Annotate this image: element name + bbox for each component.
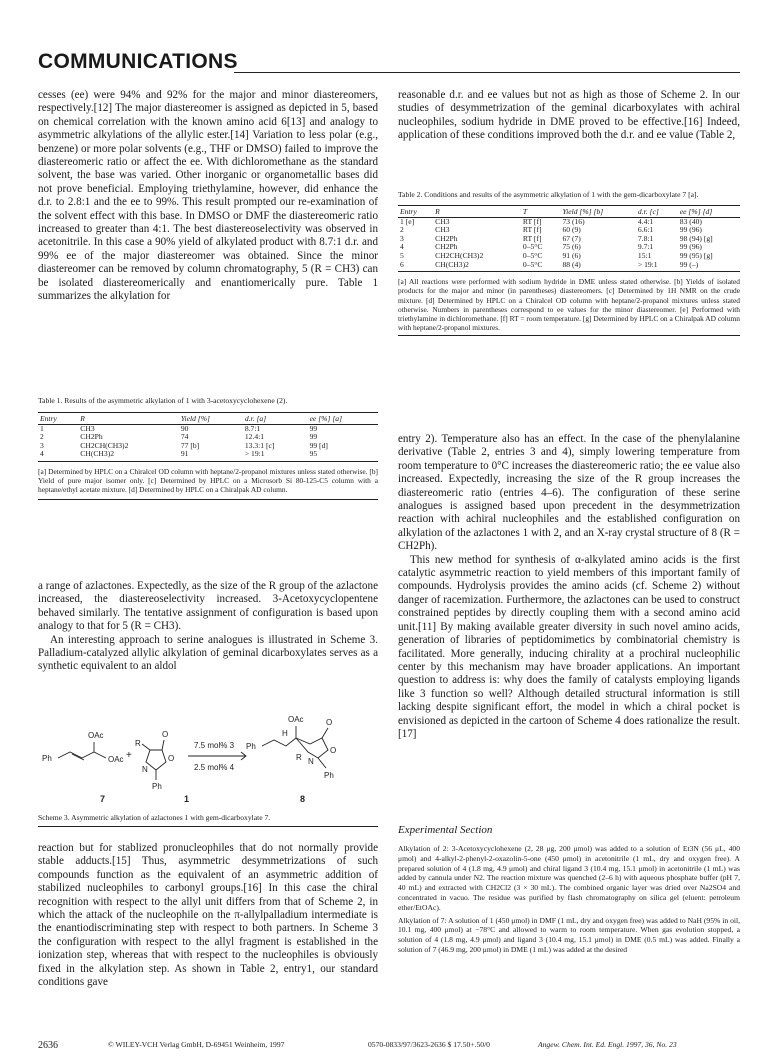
- page-header: [38, 50, 740, 78]
- col-header: Entry: [38, 412, 78, 424]
- col-header: R: [433, 205, 521, 217]
- table-row: [38, 450, 378, 461]
- cell: > 19:1: [243, 450, 308, 461]
- cell: 5: [400, 250, 404, 260]
- o-label: O: [330, 746, 337, 755]
- scheme-3-caption: Scheme 3. Asymmetric alkylation of azlactones 1 with gem-dicarboxylate 7.: [38, 813, 271, 822]
- o-label: O: [326, 718, 333, 727]
- col-header: Entry: [398, 205, 433, 217]
- cell: 91 (6): [562, 250, 581, 260]
- section-heading: Experimental Section: [398, 824, 493, 836]
- cell: CH3: [435, 225, 450, 235]
- table-2-caption: Table 2. Conditions and results of the asymmetric alkylation of 1 with the gem-dicarboxylate 7 [a].: [398, 190, 699, 199]
- table-1-notes: [a] Determined by HPLC on a Chiralcel OD column with heptane/2-propanol mixtures unless stated otherwise. [b] Yield of pure major isomer only. [c] Determined by HPLC on a Microsorb Si 80-125-C5 column with a heptane/ethyl acetate mixture. [d] Determined by HPLC on a Chiralpak AD column.: [38, 466, 378, 495]
- body-text: reaction but for stablized pronucleophiles that do not normally provide stable adducts.[15] Thus, asymmetric desymmetrizations of such compounds function as the equivalent of an asymmetric addition of stabilized nucleophiles to carbonyl groups.[16] In this case the chiral recognition with respect to the allyl unit differs from that of Scheme 2, in which the attack of the nucleophile on the π-allylpalladium intermediate is the enantiodiscriminating step with respect to both partners. In Scheme 3 the configuration with respect to the allyl fragment is established in the ionization step, whereas that with respect to the nucleophiles is obviously fixed in the alkylation step. As shown in Table 2, entry1, our standard conditions gave: [38, 842, 378, 989]
- table-1: [38, 396, 378, 500]
- cell: 2: [400, 225, 404, 235]
- cell: 67 (7): [562, 233, 581, 243]
- cell: 95: [308, 450, 378, 461]
- section-title: COMMUNICATIONS: [38, 50, 238, 73]
- cell: CH3: [435, 216, 450, 226]
- r-label: R: [135, 739, 141, 748]
- cell: > 19:1: [636, 261, 678, 272]
- table-header-row: [38, 412, 378, 424]
- n-label: N: [308, 757, 314, 766]
- cell: 1: [40, 423, 44, 433]
- journal-ref: Angew. Chem. Int. Ed. Engl. 1997, 36, No. 23: [538, 1040, 677, 1049]
- table-2-grid: [398, 205, 740, 273]
- cell: RT [f]: [522, 233, 542, 243]
- cell: 91: [179, 450, 243, 461]
- cell: CH3: [80, 423, 95, 433]
- r-label: R: [296, 753, 302, 762]
- scheme-3-drawing: [38, 706, 378, 806]
- cell: CH2Ph: [435, 233, 458, 243]
- compound-7-label: 7: [100, 794, 106, 804]
- left-paragraph-2: [38, 580, 378, 674]
- cell: 83 (40): [679, 216, 702, 226]
- table-row: [398, 261, 740, 272]
- cell: 98 (94) [g]: [679, 233, 713, 243]
- col-header: d.r. [c]: [636, 205, 678, 217]
- body-text: An interesting approach to serine analogues is illustrated in Scheme 3. Palladium-catalyzed allylic alkylation of geminal dicarboxylates serves as a synthetic equivalent to an aldol: [38, 633, 378, 673]
- left-paragraph-3: [38, 842, 378, 989]
- cell: 99: [309, 423, 318, 433]
- left-paragraph-1: [38, 89, 378, 304]
- cell: 15:1: [637, 250, 652, 260]
- header-rule: [234, 72, 740, 73]
- oac-label: OAc: [88, 731, 104, 740]
- cell: 99 (–): [678, 261, 740, 272]
- cell: 9.7:1: [637, 242, 654, 252]
- table-2: [398, 190, 740, 336]
- n-label: N: [142, 765, 148, 774]
- table-2-notes: [a] All reactions were performed with sodium hydride in DME unless stated otherwise. [b] Yields of isolated products for the major and minor (in parentheses) diastereomers. [c] Determined by 1H NMR on the crude mixture. [d] Determined by HPLC on a Chiralcel OD column with heptane/2-propanol mixtures unless stated otherwise. Numbers in parentheses correspond to ee values for the minor diastereomer. [e] Performed with triethylamine in dichloromethane. [f] RT = room temperature. [g] Determined by HPLC on a Chiralpak AD column with heptane/2-propanol mixtures.: [398, 277, 740, 333]
- cell: 6: [398, 261, 433, 272]
- experimental-text: Alkylation of 2: 3-Acetoxycyclohexene (2, 28 μg, 200 μmol) was added to a solution of Et3N (56 μL, 400 μmol) and 4-alkyl-2-phenyl-2-oxazolin-5-one (450 μmol) in acetonitrile (1 mL, dry and oxygen free). A prepared solution of 4 (1.8 mg, 4.9 μmol) and chiral ligand 3 (10.4 mg, 15.1 μmol) in acetonitrile (1 mL) was added by cannula under N2. The reaction mixture was quenched (2–6 h) with aqueous phosphate buffer (pH 7, 40 mL) and extracted with CH2Cl2 (3 × 30 mL). The combined organic layer was dried over Na2SO4 and concentrated in vacuo. The residue was purified by flash chromatography on silica gel (eluent: petroleum ether/EtOAc).: [398, 844, 740, 912]
- cell: 99 [d]: [309, 440, 328, 450]
- cell: 75 (6): [562, 242, 581, 252]
- article-code: 0570-0833/97/3623-2636 $ 17.50+.50/0: [368, 1040, 490, 1049]
- cell: 99 (96): [679, 225, 702, 235]
- cell: 13.3:1 [c]: [244, 440, 275, 450]
- cell: CH(CH3)2: [78, 450, 179, 461]
- ph-label: Ph: [152, 782, 162, 791]
- col-header: Yield [%] [b]: [560, 205, 635, 217]
- reagent-1: 7.5 mol% 3: [194, 741, 235, 750]
- col-header: d.r. [a]: [243, 412, 308, 424]
- cell: 77 [b]: [180, 440, 200, 450]
- page-number: 2636: [38, 1040, 58, 1051]
- cell: 0–5°C: [522, 242, 543, 252]
- cell: 12.4:1: [244, 432, 265, 442]
- cell: 73 (16): [562, 216, 585, 226]
- col-header: ee [%] [d]: [678, 205, 740, 217]
- cell: 99 (95) [g]: [679, 250, 713, 260]
- cell: 4: [38, 450, 78, 461]
- cell: 99: [309, 432, 318, 442]
- body-text: entry 2). Temperature also has an effect. In the case of the phenylalanine derivative (Table 2, entries 3 and 4), simply lowering temperature from room temperature to 0°C increases the diastereomeric ratio; the ee value also increased. Expectedly, increasing the size of the R group increases the diastereomeric ratio (entries 4–6). The configuration of these serine analogues is assigned based upon precedent in the desymmetrization reaction with achiral nucleophiles and the established configuration on alkylation of the azlactones 1 with 2, and an X-ray crystal structure of 8 (R = CH2Ph).: [398, 433, 740, 553]
- scheme-rule: [38, 826, 378, 827]
- col-header: Yield [%]: [179, 412, 243, 424]
- cell: 88 (4): [560, 261, 635, 272]
- body-text: a range of azlactones. Expectedly, as the size of the R group of the azlactone increased, the diastereoselectivity increased. 3-Acetoxycyclopentene behaved similarly. The tentative assignment of configuration is based upon analogy to that for 5 (R = CH3).: [38, 580, 378, 633]
- cell: 7.8:1: [637, 233, 654, 243]
- compound-8-label: 8: [300, 794, 306, 804]
- experimental-text: Alkylation of 7: A solution of 1 (450 μmol) in DMF (1 mL, dry and oxygen free) was added to NaH (95% in oil, 10.1 mg, 400 μmol) at −78°C and allowed to warm to room temperature. When gas evolution stopped, a solution of 4 (1.8 mg, 4.9 μmol) and ligand 3 (10.4 mg, 15.1 μmol) in DME (0.5 mL) was added. Finally a solution of 7 (46.9 mg, 200 μmol) in DME (1 mL) was added at the desired: [398, 915, 740, 954]
- right-paragraph-2: [398, 433, 740, 741]
- col-header: ee [%] [a]: [308, 412, 378, 424]
- plus-sign: +: [126, 750, 132, 761]
- cell: 99 (96): [679, 242, 702, 252]
- cell: 2: [40, 432, 44, 442]
- cell: 0–5°C: [522, 250, 543, 260]
- oac-label: OAc: [288, 715, 304, 724]
- table-1-grid: [38, 412, 378, 462]
- cell: CH(CH3)2: [433, 261, 521, 272]
- cell: 4: [400, 242, 404, 252]
- cell: 60 (9): [562, 225, 581, 235]
- right-paragraph-1: [398, 89, 740, 143]
- h-label: H: [282, 729, 288, 738]
- ph-label: Ph: [246, 742, 256, 751]
- ph-label: Ph: [324, 771, 334, 780]
- compound-1-label: 1: [184, 794, 190, 804]
- ph-label: Ph: [42, 754, 52, 763]
- cell: 6.6:1: [637, 225, 654, 235]
- scheme-3: [38, 706, 378, 826]
- col-header: T: [521, 205, 561, 217]
- cell: 1 [e]: [400, 216, 415, 226]
- table-2-bottom-rule: [398, 335, 740, 336]
- cell: CH2Ph: [80, 432, 103, 442]
- cell: 8.7:1: [244, 423, 261, 433]
- o-label: O: [162, 730, 169, 739]
- cell: RT [f]: [522, 225, 542, 235]
- table-1-bottom-rule: [38, 499, 378, 500]
- cell: 90: [180, 423, 189, 433]
- cell: 3: [400, 233, 404, 243]
- publisher: © WILEY-VCH Verlag GmbH, D-69451 Weinheim, 1997: [108, 1040, 285, 1049]
- cell: CH2CH(CH3)2: [435, 250, 484, 260]
- oac-label: OAc: [108, 755, 124, 764]
- reagent-2: 2.5 mol% 4: [194, 763, 235, 772]
- cell: 0–5°C: [521, 261, 561, 272]
- col-header: R: [78, 412, 179, 424]
- body-text: This new method for synthesis of α-alkylated amino acids is the first catalytic asymmetric reaction to yield members of this important family of compounds. Hydrolysis provides the amino acids (cf. Scheme 2) without danger of racemization. Furthermore, the azlactones can be used to construct constrained peptides by directly coupling them with a second amino acid unit.[11] By making available greater diversity in such novel amino acids, generation of libraries of peptidomimetics by combinatorial chemistry is facilitated. More generally, inducing chirality at a prochiral nucleophilic center by this mechanism may have broader applications. An important question to address is: why does the family of catalysts employing ligands like 3 function so well? Although detailed structural information is still lacking despite significant effort, the model in which a chiral pocket is envisioned as depicted in the cartoon of Scheme 4 does rationalize the result.[17]: [398, 553, 740, 740]
- o-label: O: [168, 754, 175, 763]
- table-1-caption: Table 1. Results of the asymmetric alkylation of 1 with 3-acetoxycyclohexene (2).: [38, 396, 288, 405]
- body-text: cesses (ee) were 94% and 92% for the major and minor diastereomers, respectively.[12] The major diastereomer is assigned as depicted in 5, based on chemical correlation with the known amino acid 6[13] and analogy to asymmetric alkylations of the allylic ester.[14] Variation to less polar (e.g., benzene) or more polar solvents (e.g., THF or DMSO) failed to improve the diastereomeric ratio or affect the ee. With dichloromethane as the standard solvent, the base was varied. Other inorganic or organometallic bases did not prove beneficial. Employing triethylamine, however, did enhance the d.r. to 2.8:1 and the ee to 99%. This result prompted our re-examination of the solvent effect with this base. In DMSO or DMF the diastereomeric ratio increased to greater than 4:1. The best diastereoselectivity was observed in acetonitrile. In this case a 90% yield of alkylated product with 8.7:1 d.r. and 99% ee of the major diastereomer was obtained. Since the minor diastereomer can be removed by column chromatography, 5 (R = CH3) can be isolated diastereomerically and enantiomerically pure. Table 1 summarizes the alkylation for: [38, 89, 378, 303]
- cell: RT [f]: [522, 216, 542, 226]
- cell: 74: [180, 432, 189, 442]
- cell: 3: [40, 440, 44, 450]
- body-text: reasonable d.r. and ee values but not as high as those of Scheme 2. In our studies of desymmetrization of the geminal dicarboxylates with achiral nucleophiles, sodium hydride in DME proved to be effective.[16] Indeed, application of these conditions improved both the d.r. and ee value (Table 2,: [398, 89, 740, 142]
- cell: CH2Ph: [435, 242, 458, 252]
- experimental-section: [398, 824, 740, 955]
- cell: 4.4:1: [637, 216, 654, 226]
- table-header-row: [398, 205, 740, 217]
- cell: CH2CH(CH3)2: [80, 440, 129, 450]
